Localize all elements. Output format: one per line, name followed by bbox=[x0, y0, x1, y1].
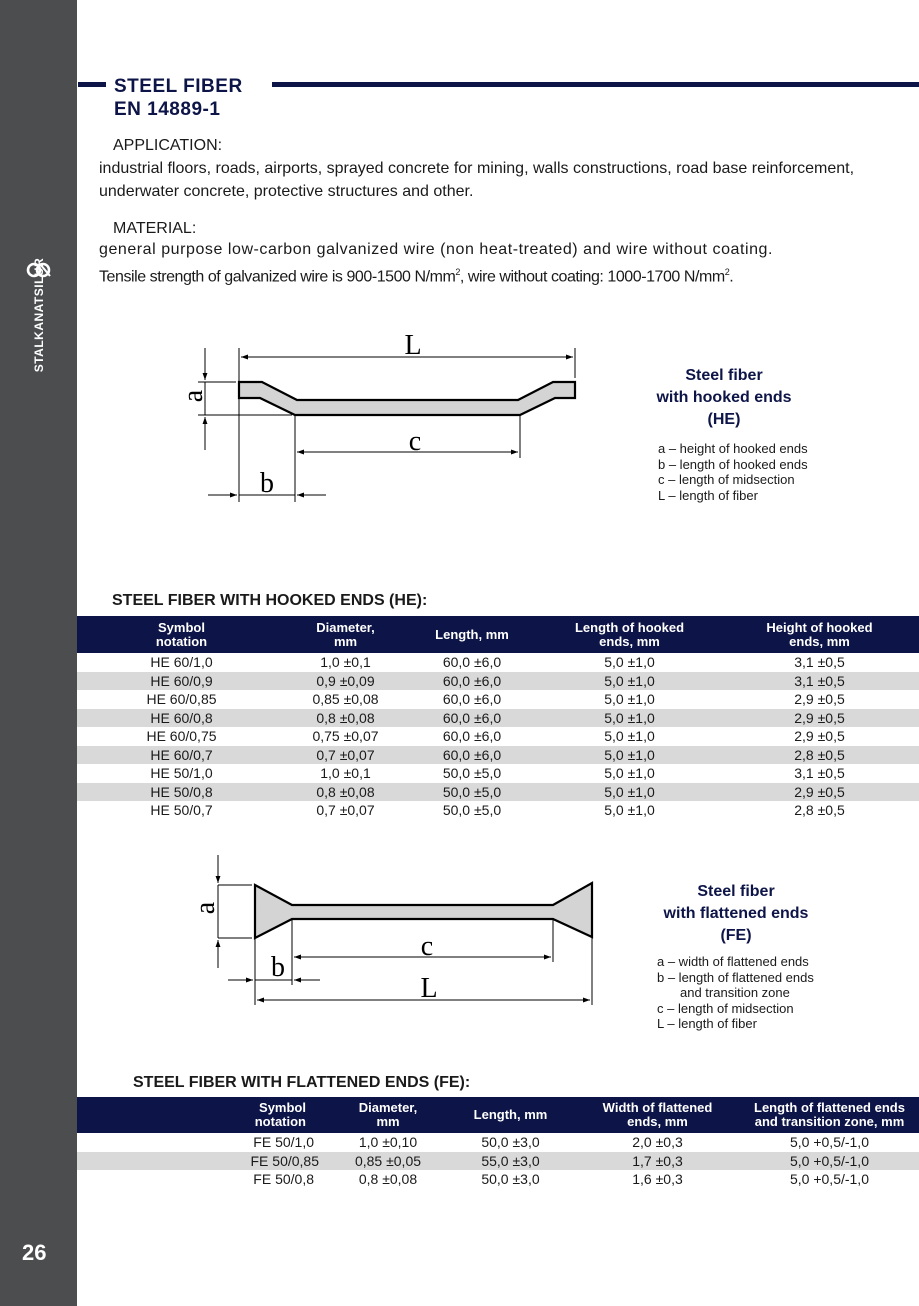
hooked-fiber-shape bbox=[239, 382, 575, 415]
material-uncoated-strength: , wire without coating: 1000-1700 N/mm bbox=[459, 268, 725, 286]
superscript: 2 bbox=[455, 267, 460, 277]
table-row: HE 60/1,0 1,0 ±0,1 60,0 ±6,0 5,0 ±1,0 3,1 ±0,5 bbox=[150, 654, 845, 670]
flattened-fiber-diagram bbox=[190, 850, 610, 1015]
table-row: HE 50/0,8 0,8 ±0,08 50,0 ±5,0 5,0 ±1,0 2,9 ±0,5 bbox=[77, 783, 919, 802]
table-row: HE 60/0,8 0,8 ±0,08 60,0 ±6,0 5,0 ±1,0 2,9 ±0,5 bbox=[77, 709, 919, 728]
title-line-2: EN 14889-1 bbox=[114, 99, 221, 120]
table-row: HE 60/0,85 0,85 ±0,08 60,0 ±6,0 5,0 ±1,0 2,9 ±0,5 bbox=[146, 691, 845, 707]
dim-label-c: c bbox=[420, 931, 434, 962]
he-table-title: STEEL FIBER WITH HOOKED ENDS (HE): bbox=[112, 592, 428, 609]
brand-name: STALKANATSILUR bbox=[32, 257, 46, 373]
legend-item: b – length of hooked ends bbox=[658, 456, 808, 472]
legend-item: L – length of fiber bbox=[657, 1016, 757, 1031]
legend-item: L – length of fiber bbox=[658, 487, 758, 503]
dim-label-a: a bbox=[178, 389, 209, 403]
application-text: industrial floors, roads, airports, sprayed concrete for mining, walls constructions, road base reinforcement, underwater concrete, protective structures and other. bbox=[99, 160, 855, 200]
he-table bbox=[77, 616, 919, 820]
caption-line-2: with flattened ends bbox=[663, 905, 809, 922]
col-header: Width of flattened ends, mm bbox=[575, 1097, 740, 1133]
col-header: Length of hooked ends, mm bbox=[539, 616, 720, 653]
table-header-row bbox=[77, 1097, 919, 1133]
table-row: HE 50/0,7 0,7 ±0,07 50,0 ±5,0 5,0 ±1,0 2,8 ±0,5 bbox=[150, 802, 845, 818]
superscript: 2 bbox=[724, 267, 730, 277]
title-rule-left bbox=[78, 82, 106, 87]
table-header-row bbox=[77, 616, 919, 653]
legend-item: c – length of midsection bbox=[658, 472, 795, 487]
table-row: HE 50/1,0 1,0 ±0,1 50,0 ±5,0 5,0 ±1,0 3,1 ±0,5 bbox=[150, 765, 845, 781]
application-label: APPLICATION: bbox=[113, 137, 223, 154]
title-rule-right bbox=[272, 82, 919, 87]
dim-label-b: b bbox=[260, 468, 274, 499]
legend-item: and transition zone bbox=[680, 985, 790, 1000]
col-header: Height of hooked ends, mm bbox=[720, 616, 919, 653]
caption-line-3: (FE) bbox=[720, 927, 752, 944]
dim-label-b: b bbox=[271, 952, 285, 983]
title-line-1: STEEL FIBER bbox=[114, 76, 243, 97]
table-row: FE 50/1,0 1,0 ±0,10 50,0 ±3,0 2,0 ±0,3 5,0 +0,5/-1,0 bbox=[253, 1134, 869, 1150]
col-header: Symbol notation bbox=[77, 1097, 330, 1133]
material-galvanized-strength: Tensile strength of galvanized wire is 900-1500 N/mm bbox=[99, 268, 456, 286]
col-header: Length, mm bbox=[405, 616, 539, 653]
col-header: Diameter, mm bbox=[330, 1097, 446, 1133]
col-header: Diameter, mm bbox=[286, 616, 405, 653]
hooked-fiber-caption bbox=[635, 365, 813, 431]
caption-line-2: with hooked ends bbox=[656, 389, 792, 406]
page-title bbox=[114, 75, 243, 121]
table-row: HE 60/0,75 0,75 ±0,07 60,0 ±6,0 5,0 ±1,0 2,9 ±0,5 bbox=[146, 728, 845, 744]
sidebar bbox=[0, 0, 77, 1306]
material-end: . bbox=[729, 268, 734, 286]
dim-label-c: c bbox=[408, 426, 422, 457]
hooked-fiber-diagram bbox=[170, 330, 590, 510]
dim-label-L: L bbox=[420, 973, 438, 1004]
legend-item: a – width of flattened ends bbox=[657, 954, 809, 969]
brand bbox=[22, 230, 56, 373]
caption-line-1: Steel fiber bbox=[697, 883, 775, 900]
page-number: 26 bbox=[22, 1240, 47, 1265]
fe-table-title: STEEL FIBER WITH FLATTENED ENDS (FE): bbox=[133, 1074, 471, 1091]
hooked-fiber-legend bbox=[658, 441, 808, 503]
material-text-line1: general purpose low-carbon galvanized wire (non heat-treated) and wire without coating. bbox=[99, 241, 773, 258]
legend-item: a – height of hooked ends bbox=[658, 441, 808, 456]
dim-label-L: L bbox=[404, 330, 422, 361]
table-row: FE 50/0,8 0,8 ±0,08 50,0 ±3,0 1,6 ±0,3 5,0 +0,5/-1,0 bbox=[253, 1171, 869, 1187]
col-header: Length of flattened ends and transition zone, mm bbox=[740, 1097, 919, 1133]
table-row: HE 60/0,7 0,7 ±0,07 60,0 ±6,0 5,0 ±1,0 2,8 ±0,5 bbox=[77, 746, 919, 765]
caption-line-1: Steel fiber bbox=[685, 367, 763, 384]
material-text-line2 bbox=[99, 261, 875, 288]
legend-item: b – length of flattened ends bbox=[657, 969, 814, 985]
table-row: HE 60/0,9 0,9 ±0,09 60,0 ±6,0 5,0 ±1,0 3,1 ±0,5 bbox=[77, 672, 919, 691]
flattened-fiber-caption bbox=[638, 881, 834, 947]
flattened-fiber-shape bbox=[255, 883, 592, 938]
dim-label-a: a bbox=[190, 901, 221, 915]
fe-table bbox=[77, 1097, 919, 1189]
legend-item: c – length of midsection bbox=[657, 1000, 794, 1016]
material-label: MATERIAL: bbox=[113, 220, 197, 237]
col-header: Symbol notation bbox=[77, 616, 286, 653]
flattened-fiber-legend bbox=[657, 954, 814, 1032]
caption-line-3: (HE) bbox=[707, 411, 741, 428]
table-row: FE 50/0,85 0,85 ±0,05 55,0 ±3,0 1,7 ±0,3 5,0 +0,5/-1,0 bbox=[77, 1152, 919, 1171]
col-header: Length, mm bbox=[446, 1097, 575, 1133]
